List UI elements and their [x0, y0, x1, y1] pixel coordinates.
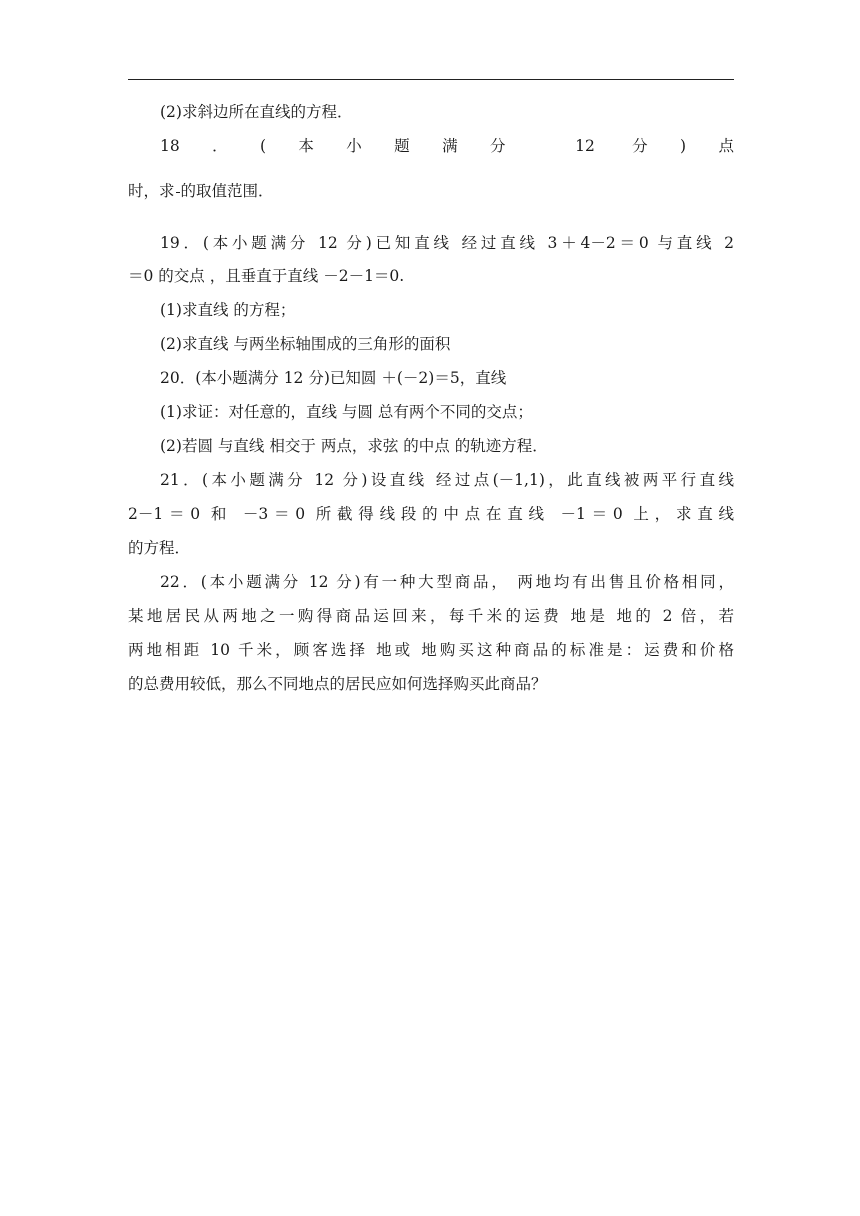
q21-line1: 21．(本小题满分 12 分)设直线 经过点(－1,1)，此直线被两平行直线 — [160, 471, 734, 489]
q22-line4: 的总费用较低，那么不同地点的居民应如何选择购买此商品？ — [128, 675, 547, 693]
q22-line2: 某地居民从两地之一购得商品运回来，每千米的运费 地是 地的 2 倍，若 — [128, 607, 734, 625]
top-rule — [128, 79, 734, 80]
fraction — [176, 192, 180, 193]
q20-part2: (2)若圆 与直线 相交于 两点，求弦 的中点 的轨迹方程． — [160, 437, 548, 455]
q22-line3: 两地相距 10 千米，顾客选择 地或 地购买这种商品的标准是：运费和价格 — [128, 641, 734, 659]
q22-line1: 22．(本小题满分 12 分)有一种大型商品， 两地均有出售且价格相同， — [160, 573, 734, 591]
q20-line1: 20．(本小题满分 12 分)已知圆 ＋(－2)＝5，直线 — [160, 369, 507, 387]
q19-line1: 19．(本小题满分 12 分)已知直线 经过直线 3＋4－2＝0 与直线 2 — [160, 234, 734, 252]
q19-part1: (1)求直线 的方程； — [160, 301, 296, 319]
q21-line3: 的方程． — [128, 539, 191, 557]
q19-line2: ＝0 的交点 ，且垂直于直线 －2－1＝0. — [128, 267, 405, 285]
q19-part2: (2)求直线 与两坐标轴围成的三角形的面积 — [160, 335, 451, 353]
q17-part2: (2)求斜边所在直线的方程． — [160, 103, 353, 121]
q18-line1: 18．(本小题满分 12 分)点 — [160, 137, 734, 155]
q20-part1: (1)求证：对任意的，直线 与圆 总有两个不同的交点； — [160, 403, 533, 421]
q21-line2: 2－1＝0 和 －3＝0 所截得线段的中点在直线 －1＝0 上，求直线 — [128, 505, 734, 523]
q18-line2: 时，求 的取值范围． — [128, 182, 274, 200]
